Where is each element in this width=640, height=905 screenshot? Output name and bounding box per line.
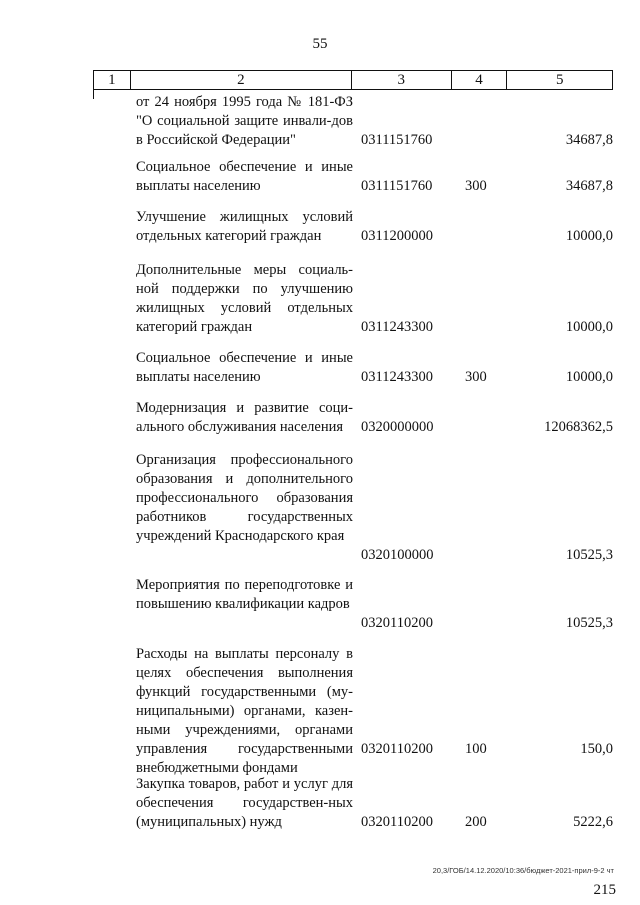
row-amount: 34687,8 — [565, 178, 613, 194]
row-code: 0311243300 — [361, 319, 433, 335]
row-amount: 10000,0 — [565, 369, 613, 385]
table-row — [93, 645, 613, 776]
row-description: Улучшение жилищных условий отдельных категорий граждан — [136, 209, 353, 244]
header-col-1: 1 — [94, 71, 131, 89]
table-row — [93, 775, 613, 832]
table-row — [93, 93, 613, 150]
row-amount: 34687,8 — [565, 132, 613, 148]
row-amount: 10525,3 — [565, 615, 613, 631]
table-row — [93, 261, 613, 337]
table-header — [93, 70, 613, 90]
row-description: Модернизация и развитие соци-ального обслуживания населения — [136, 400, 353, 435]
row-description: Дополнительные меры социаль-ной поддержки по улучшению жилищных условий отдельных категорий граждан — [136, 262, 353, 335]
header-col-3: 3 — [352, 71, 452, 89]
row-description: от 24 ноября 1995 года № 181-ФЗ "О социальной защите инвали-дов в Российской Федерации" — [136, 94, 353, 148]
row-amount: 150,0 — [580, 741, 613, 757]
row-description: Мероприятия по переподготовке и повышению квалификации кадров — [136, 577, 353, 612]
row-code: 0311151760 — [361, 132, 433, 148]
row-code: 0320110200 — [361, 741, 433, 757]
table-row — [93, 349, 613, 387]
header-col-4: 4 — [452, 71, 508, 89]
row-expense-type: 300 — [465, 178, 487, 194]
row-expense-type: 300 — [465, 369, 487, 385]
table-row — [93, 451, 613, 565]
row-amount: 12068362,5 — [544, 419, 613, 435]
page-number-top: 55 — [312, 36, 328, 52]
row-expense-type: 200 — [465, 814, 487, 830]
row-amount: 5222,6 — [573, 814, 613, 830]
document-stamp: 20,3/ГОБ/14.12.2020/10:36/бюджет-2021-прил-9-2 чт — [432, 866, 614, 875]
row-code: 0320000000 — [361, 419, 434, 435]
row-description: Социальное обеспечение и иные выплаты населению — [136, 350, 353, 385]
row-description: Расходы на выплаты персоналу в целях обеспечения выполнения функций государственными (му-ниципальными) органами, казен-ными учреждениями, органами управления государственными внебюджетными фондами — [136, 646, 353, 776]
table-row — [93, 158, 613, 196]
row-code: 0320110200 — [361, 615, 433, 631]
row-code: 0311200000 — [361, 228, 433, 244]
row-amount: 10000,0 — [565, 228, 613, 244]
row-description: Организация профессионального образования и дополнительного профессионального образования работников государственных учреждений Краснодарского края — [136, 452, 353, 544]
row-code: 0320100000 — [361, 547, 434, 563]
table-row — [93, 399, 613, 437]
table-row — [93, 576, 613, 633]
row-amount: 10525,3 — [565, 547, 613, 563]
row-expense-type: 100 — [465, 741, 487, 757]
row-code: 0311151760 — [361, 178, 433, 194]
row-amount: 10000,0 — [565, 319, 613, 335]
row-description: Социальное обеспечение и иные выплаты населению — [136, 159, 353, 194]
header-col-5: 5 — [555, 72, 564, 88]
row-description: Закупка товаров, работ и услуг для обеспечения государствен-ных (муниципальных) нужд — [136, 776, 353, 830]
row-code: 0320110200 — [361, 814, 433, 830]
header-col-2: 2 — [131, 71, 352, 89]
row-code: 0311243300 — [361, 369, 433, 385]
page-number-bottom: 215 — [593, 882, 616, 898]
table-row — [93, 208, 613, 246]
